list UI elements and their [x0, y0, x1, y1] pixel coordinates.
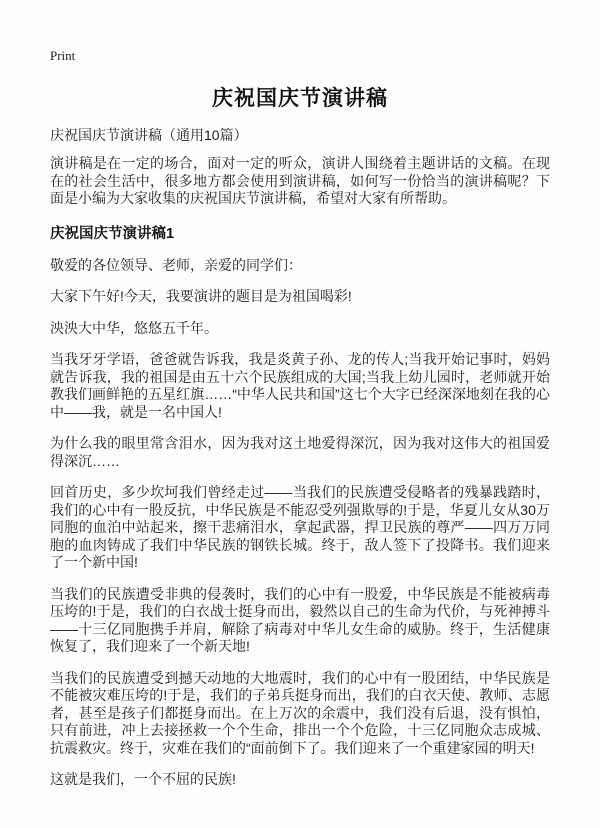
section-heading: 庆祝国庆节演讲稿1: [50, 225, 175, 242]
print-link[interactable]: Print: [50, 48, 76, 63]
speech-paragraph: 泱泱大中华，悠悠五千年。: [50, 319, 218, 336]
speech-paragraph: 回首历史，多少坎坷我们曾经走过——当我们的民族遭受侵略者的残暴践踏时，我们的心中有一股反抗，中华民族是不能忍受列强欺辱的!于是，华夏儿女从30万同胞的血泊中站起来，擦干悲痛泪水，拿起武器，捍卫民族的尊严——四万万同胞的血肉铸成了我们中华民族的钢铁长城。终于，敌人签下了投降书。我们迎来了一个新中国!: [50, 484, 550, 570]
speech-closing: 这就是我们，一个不屈的民族!: [50, 771, 236, 787]
speech-paragraph: 当我们的民族遭受到撼天动地的大地震时，我们的心中有一股团结，中华民族是不能被灾难压垮的!于是，我们的子弟兵挺身而出，我们的白衣天使、教师、志愿者，甚至是孩子们都挺身而出。在上万次的余震中，我们没有后退，没有惧怕，只有前进，冲上去接拯救一个个生命，排出一个个危险，十三亿同胞众志成城、抗震救灾。终于，灾难在我们的“面前倒下了。我们迎来了一个重建家园的明天!: [50, 669, 550, 756]
speech-paragraph: 为什么我的眼里常含泪水，因为我对这土地爱得深沉，因为我对这伟大的祖国爱得深沉……: [50, 435, 550, 469]
article-subtitle: 庆祝国庆节演讲稿（通用10篇）: [50, 127, 248, 143]
speech-paragraph: 当我牙牙学语，爸爸就告诉我，我是炎黄子孙、龙的传人;当我开始记事时，妈妈就告诉我，我的祖国是由五十六个民族组成的大国;当我上幼儿园时，老师就开始教我们画鲜艳的五星红旗……“中华人民共和国”这七个大字已经深深地刻在我的心中——我，就是一名中国人!: [50, 351, 550, 420]
speech-paragraph: 大家下午好!今天，我要演讲的题目是为祖国喝彩!: [50, 288, 352, 304]
page-title: 庆祝国庆节演讲稿: [212, 87, 388, 110]
speech-paragraph: 当我们的民族遭受非典的侵袭时，我们的心中有一股爱，中华民族是不能被病毒压垮的!于是，我们的白衣战士挺身而出，毅然以自己的生命为代价，与死神搏斗——十三亿同胞携手并肩，解除了病毒对中华儿女生命的威胁。终于，生活健康恢复了，我们迎来了一个新天地!: [50, 585, 550, 654]
speech-salutation: 敬爱的各位领导、老师，亲爱的同学们：: [50, 256, 302, 273]
intro-paragraph: 演讲稿是在一定的场合，面对一定的听众，演讲人围绕着主题讲话的文稿。在现在的社会生活中，很多地方都会使用到演讲稿，如何写一份恰当的演讲稿呢？下面是小编为大家收集的庆祝国庆节演讲稿，希望对大家有所帮助。: [50, 155, 550, 206]
